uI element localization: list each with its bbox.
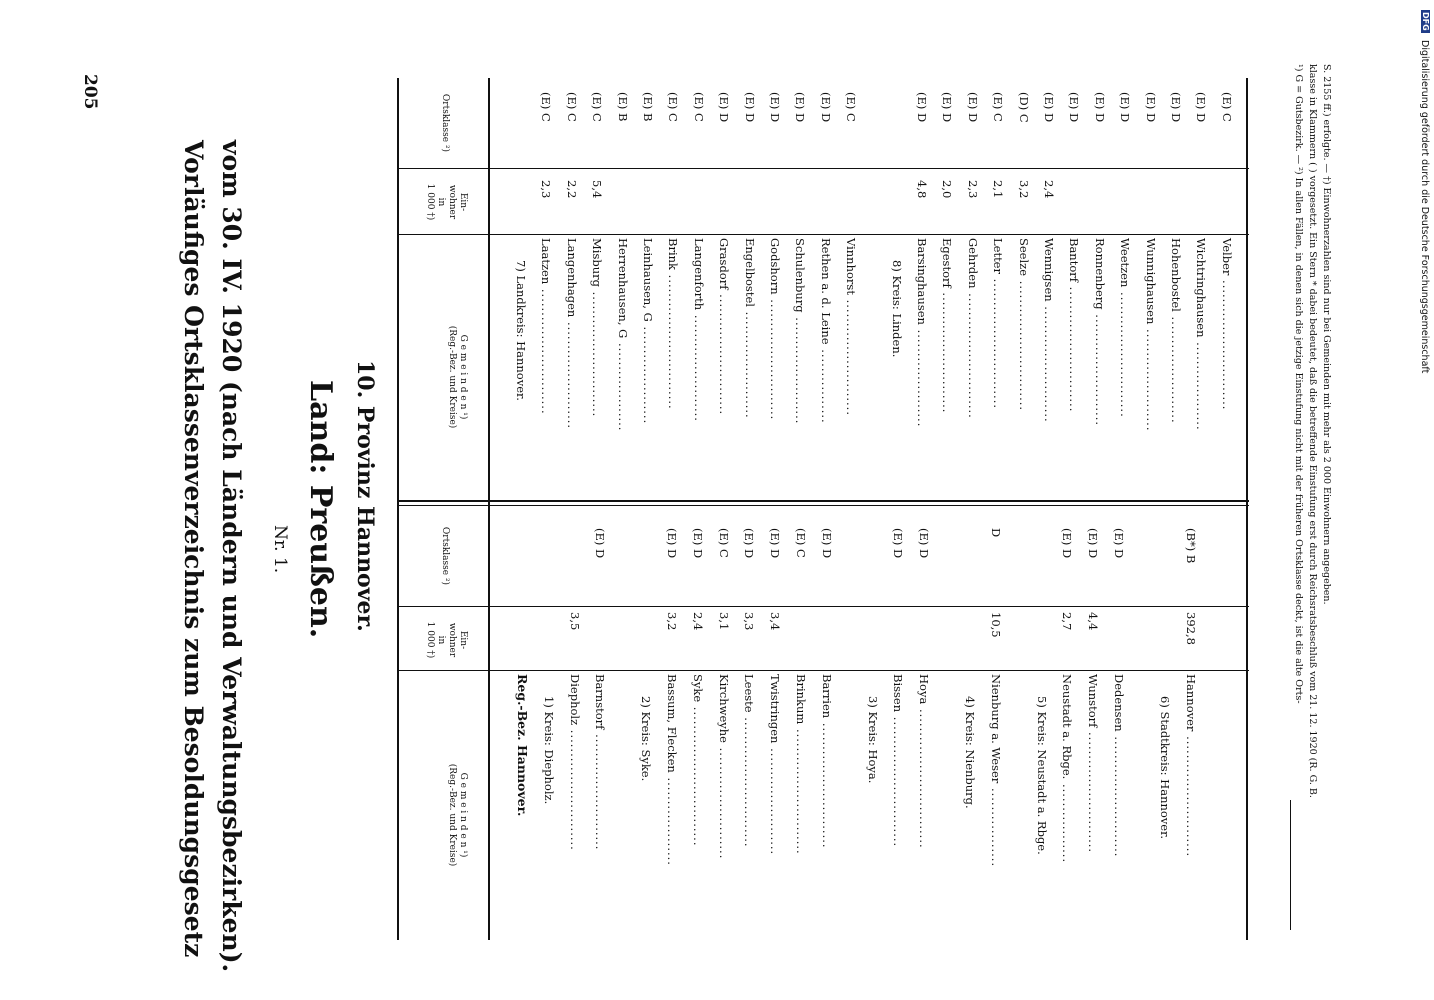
einwohner-value: 3,1 xyxy=(716,612,731,631)
kreis-heading xyxy=(639,674,653,936)
ortsklasse-value: (E) D xyxy=(1086,528,1101,559)
gemeinde-name: 3) Kreis: Hoya. xyxy=(865,696,880,784)
regbez-heading xyxy=(515,674,530,936)
ortsklasse-value: (E) D xyxy=(819,528,834,559)
leader-dots: ....................... xyxy=(691,310,706,422)
gemeinde-name: Barnstorf xyxy=(593,674,608,730)
leader-dots: ............................ xyxy=(1219,275,1234,411)
gemeinde-name: Reg.-Bez. Hannover. xyxy=(515,674,530,817)
ortsklasse-value: (E) C xyxy=(794,528,808,558)
gemeinde-name: Wichtringhausen xyxy=(1194,238,1209,338)
ortsklasse-value: (E) B xyxy=(615,92,630,122)
title-line-1: Vorläufiges Ortsklassenverzeichnis zum Besoldungsgesetz xyxy=(179,140,208,958)
table-row xyxy=(539,238,553,500)
table-row xyxy=(593,674,607,936)
ortsklasse-value: (D) C xyxy=(1016,92,1031,123)
ortsklasse-value: (E) B xyxy=(641,92,655,122)
leader-dots: ................... xyxy=(615,338,630,432)
leader-dots: ...................... xyxy=(1143,324,1158,432)
table-rule-middle-2 xyxy=(397,505,1249,506)
table-row xyxy=(590,238,604,500)
gemeinde-name: Kirchweyhe xyxy=(716,674,731,743)
ortsklasse-value: (B*) B xyxy=(1183,528,1198,564)
header-ortsklasse-label: Ortsklasse ²) xyxy=(440,526,450,586)
kreis-heading xyxy=(1035,674,1049,936)
table-row xyxy=(1067,238,1081,500)
gemeinde-name: Diepholz xyxy=(567,674,582,726)
leader-dots: ............................ xyxy=(742,712,757,848)
ortsklasse-value: (E) C xyxy=(539,92,554,122)
leader-dots: .......................... xyxy=(1086,727,1101,854)
gemeinde-name: Ronnenberg xyxy=(1092,238,1107,310)
ortsklasse-value: (E) C xyxy=(666,92,681,122)
leader-dots: .............................. xyxy=(917,704,932,849)
gemeinde-name: Wennigsen xyxy=(1042,238,1056,302)
table-row xyxy=(1144,238,1158,500)
ortsklasse-value: (E) D xyxy=(1042,92,1056,123)
table-row xyxy=(742,674,756,936)
ortsklasse-value: (E) D xyxy=(1169,92,1183,123)
ortsklasse-value: (E) C xyxy=(691,92,706,122)
einwohner-value: 5,4 xyxy=(590,180,605,199)
header-einwohner-line: Ein- xyxy=(458,630,468,650)
dfg-logo: DFG xyxy=(1421,12,1430,31)
gemeinde-name: Vinnhorst xyxy=(844,238,859,295)
leader-dots: .......................... xyxy=(1112,731,1126,858)
table-row xyxy=(717,238,731,500)
kreis-heading xyxy=(866,674,880,936)
leader-dots: ......................... xyxy=(593,729,608,851)
table-row xyxy=(691,674,705,936)
footnote-line-1: ¹) G = Gutsbezirk. — ²) In allen Fällen, in denen sich die jetzige Einstufung nicht mit der früheren Ortsklasse deckt, ist die alte Orts- xyxy=(1293,64,1304,704)
kreis-heading xyxy=(542,674,556,936)
gemeinde-name: 5) Kreis: Neustadt a. Rbge. xyxy=(1034,696,1049,855)
ortsklasse-value: (E) C xyxy=(564,92,579,122)
gemeinde-name: Barsinghausen xyxy=(915,238,929,325)
einwohner-value: 10,5 xyxy=(988,612,1003,638)
gemeinde-name: Leeste xyxy=(742,674,757,713)
gemeinde-name: Egestorf xyxy=(940,238,955,288)
table-row xyxy=(915,238,929,500)
table-rule-top xyxy=(397,78,399,940)
leader-dots: ................... xyxy=(1194,337,1209,431)
digitization-credit: Digitalisierung gefördert durch die Deutsche Forschungsgemeinschaft xyxy=(1419,40,1430,374)
table-row xyxy=(966,238,980,500)
ortsklasse-value: (E) D xyxy=(665,528,679,559)
leader-dots: ........................... xyxy=(819,718,834,849)
ortsklasse-value: (E) D xyxy=(1112,528,1126,559)
gemeinde-name: Syke xyxy=(690,674,705,703)
table-row xyxy=(692,238,706,500)
gemeinde-name: Hoya xyxy=(917,674,932,705)
leader-dots: ....................... xyxy=(564,317,579,430)
col-rule-left-2 xyxy=(397,670,1249,671)
header-gemeinden-sub: (Reg.-Bez. und Kreise) xyxy=(447,325,457,429)
leader-dots: ........................... xyxy=(794,724,808,855)
table-row xyxy=(991,238,1005,500)
ortsklasse-value: (E) D xyxy=(917,528,932,559)
header-gemeinden-label: G e m e i n d e n ¹) xyxy=(458,772,468,858)
ortsklasse-value: (E) D xyxy=(965,92,980,123)
einwohner-value: 4,8 xyxy=(915,180,929,199)
einwohner-value: 2,2 xyxy=(564,180,579,199)
table-row xyxy=(768,238,782,500)
kreis-heading xyxy=(1158,674,1172,936)
footnote-line-3: S. 2155 ff.) erfolgte. — †) Einwohnerzahlen sind nur bei Gemeinden mit mehr als 2 000 Einwohnern angegeben. xyxy=(1321,64,1332,605)
einwohner-value: 3,4 xyxy=(768,612,783,631)
gemeinde-name: Hohenbostel xyxy=(1169,238,1183,312)
gemeinde-name: 2) Kreis: Syke. xyxy=(639,696,654,782)
einwohner-value: 3,2 xyxy=(1016,180,1031,199)
table-row xyxy=(1169,238,1183,500)
table-row xyxy=(917,674,931,936)
gemeinde-name: Rethen a. d. Leine xyxy=(818,238,833,345)
col-rule-right-2 xyxy=(397,234,1249,235)
footnote-rule xyxy=(1290,800,1291,930)
leader-dots: ........................ xyxy=(1092,309,1107,427)
ortsklasse-value: (E) D xyxy=(690,528,705,559)
table-row xyxy=(1042,238,1056,500)
table-row xyxy=(1220,238,1234,500)
einwohner-value: 2,3 xyxy=(539,180,554,199)
table-row xyxy=(1086,674,1100,936)
leader-dots: ..................... xyxy=(915,324,929,428)
ortsklasse-value: (E) D xyxy=(1060,528,1075,559)
gemeinde-name: Langenhagen xyxy=(564,238,579,318)
header-gemeinden-label: G e m e i n d e n ¹) xyxy=(458,334,468,420)
leader-dots: ........................... xyxy=(539,284,554,415)
table-row xyxy=(665,674,679,936)
einwohner-value: 3,3 xyxy=(742,612,757,631)
gemeinde-name: Neustadt a. Rbge. xyxy=(1060,674,1075,780)
leader-dots: ................. xyxy=(1060,779,1075,864)
leader-dots: .......................... xyxy=(1183,731,1198,858)
table-row xyxy=(989,674,1003,936)
ortsklasse-value: (E) D xyxy=(818,92,833,123)
ortsklasse-value: (E) C xyxy=(716,528,731,558)
ortsklasse-value: (E) C xyxy=(1219,92,1234,122)
ortsklasse-value: (E) D xyxy=(768,528,783,559)
table-row xyxy=(1093,238,1107,500)
gemeinde-name: 7) Landkreis: Hannover. xyxy=(514,260,528,401)
table-row xyxy=(568,674,582,936)
leader-dots: ....................... xyxy=(768,743,783,856)
leader-dots: .......................... xyxy=(717,289,732,416)
gemeinde-name: Twistringen xyxy=(768,674,783,744)
nr-label: Nr. 1. xyxy=(270,525,290,574)
leader-dots: ....................... xyxy=(1169,311,1183,424)
leader-dots: .......................... xyxy=(567,725,582,851)
table-row xyxy=(794,674,808,936)
table-row xyxy=(1184,674,1198,936)
header-einwohner-line: wohner xyxy=(447,622,457,658)
ortsklasse-value: (E) D xyxy=(793,92,808,123)
header-ortsklasse-left xyxy=(439,508,450,604)
einwohner-value: 4,4 xyxy=(1086,612,1101,631)
gemeinde-name: Barrien xyxy=(819,674,834,719)
ortsklasse-value: (E) D xyxy=(1143,92,1158,123)
einwohner-value: 2,4 xyxy=(690,612,705,631)
leader-dots: ................. xyxy=(988,783,1003,868)
gemeinde-name: 4) Kreis: Nienburg. xyxy=(963,696,977,809)
table-row xyxy=(820,674,834,936)
header-einwohner-line: 1 000 †) xyxy=(425,621,435,659)
einwohner-value: 3,2 xyxy=(665,612,679,631)
table-rule-header xyxy=(488,78,490,940)
table-row xyxy=(666,238,680,500)
gemeinde-name: Weetzen xyxy=(1118,238,1133,288)
ortsklasse-value: (E) C xyxy=(991,92,1006,122)
ortsklasse-value: (E) D xyxy=(1092,92,1107,123)
gemeinde-name: Schulenburg xyxy=(793,238,808,313)
header-ortsklasse-label: Ortsklasse ²) xyxy=(440,93,450,153)
table-row xyxy=(717,674,731,936)
gemeinde-name: Grasdorf xyxy=(717,238,732,290)
table-row xyxy=(616,238,630,500)
table-row xyxy=(819,238,833,500)
kreis-heading xyxy=(963,674,977,936)
gemeinde-name: Godshorn xyxy=(768,238,782,295)
col-rule-left-1 xyxy=(397,606,1249,607)
leader-dots: ....................... xyxy=(742,306,757,419)
ortsklasse-value: (E) D xyxy=(891,528,906,559)
einwohner-value: 2,0 xyxy=(940,180,955,199)
ortsklasse-value: (E) D xyxy=(1194,92,1209,123)
einwohner-value: 2,4 xyxy=(1042,180,1056,199)
leader-dots: .............................. xyxy=(690,702,705,847)
ortsklasse-value: (E) C xyxy=(844,92,859,122)
gemeinde-name: Hannover xyxy=(1183,674,1198,732)
gemeinde-name: Velber xyxy=(1219,238,1234,276)
header-einwohner-line: wohner xyxy=(447,184,457,220)
gemeinde-name: Wunstorf xyxy=(1086,674,1101,728)
gemeinde-name: Misburg xyxy=(590,238,605,287)
leader-dots: ............................ xyxy=(1016,276,1031,412)
leader-dots: ................ xyxy=(818,344,833,424)
ortsklasse-value: (E) D xyxy=(768,92,782,123)
gemeinde-name: Leinhausen, G xyxy=(641,238,655,322)
col-rule-right-1 xyxy=(397,168,1249,169)
gemeinde-name: Wunnighausen xyxy=(1143,238,1158,325)
title-line-2: vom 30. IV. 1920 (nach Ländern und Verwaltungsbezirken). xyxy=(217,140,246,973)
gemeinde-name: Nienburg a. Weser xyxy=(988,674,1003,784)
table-rule-bottom xyxy=(1246,78,1248,940)
table-row xyxy=(1194,238,1208,500)
leader-dots: .......................... xyxy=(940,287,955,414)
table-row xyxy=(743,238,757,500)
kreis-heading xyxy=(514,238,528,500)
table-row xyxy=(793,238,807,500)
table-row xyxy=(1118,238,1132,500)
table-rule-middle xyxy=(397,500,1249,502)
ortsklasse-value: (E) D xyxy=(742,92,757,123)
ortsklasse-value: D xyxy=(988,528,1003,538)
table-row xyxy=(940,238,954,500)
gemeinde-name: Brink xyxy=(666,238,681,271)
leader-dots: ..................... xyxy=(641,321,655,425)
ortsklasse-value: (E) D xyxy=(940,92,955,123)
gemeinde-name: Langenforth xyxy=(691,238,706,311)
leader-dots: ............................. xyxy=(666,270,681,410)
einwohner-value: 392,8 xyxy=(1183,612,1198,645)
leader-dots: ......................... xyxy=(1042,301,1056,423)
leader-dots: ............................ xyxy=(891,712,906,848)
table-row xyxy=(891,674,905,936)
table-row xyxy=(1060,674,1074,936)
gemeinde-name: Bassum, Flecken xyxy=(665,674,679,773)
gemeinde-name: Letter xyxy=(991,238,1006,274)
header-einwohner-line: in xyxy=(436,197,446,207)
gemeinde-name: Seelze xyxy=(1016,238,1031,277)
table-row xyxy=(844,238,858,500)
leader-dots: ............................ xyxy=(991,274,1006,410)
gemeinde-name: Engelbostel xyxy=(742,238,757,307)
leader-dots: .......................... xyxy=(768,294,782,421)
ortsklasse-value: (E) D xyxy=(742,528,757,559)
page-number: 205 xyxy=(80,74,100,110)
ortsklasse-value: (E) C xyxy=(590,92,605,122)
header-gemeinden-left xyxy=(446,700,468,930)
ortsklasse-value: (E) D xyxy=(915,92,929,123)
gemeinde-name: Herrenhausen, G xyxy=(615,238,630,339)
header-einwohner-right xyxy=(424,174,468,230)
table-row xyxy=(565,238,579,500)
province-heading: 10. Provinz Hannover. xyxy=(352,360,378,632)
einwohner-value: 2,3 xyxy=(965,180,980,199)
table-row xyxy=(1112,674,1126,936)
header-gemeinden-right xyxy=(446,262,468,492)
gemeinde-name: 6) Stadtkreis: Hannover. xyxy=(1157,696,1172,839)
header-einwohner-line: 1 000 †) xyxy=(425,183,435,221)
footnote-line-2: klasse in Klammern ( ) vorgesetzt. Ein Stern * dabei bedeutet, daß die betreffende Einstufung erst durch Reichsratsbeschluß vom 21. 12. 1920 (R. G. B. xyxy=(1307,64,1318,798)
leader-dots: ........................... xyxy=(965,288,980,419)
gemeinde-name: 1) Kreis: Diepholz. xyxy=(541,696,556,805)
einwohner-value: 3,5 xyxy=(567,612,582,631)
table-row xyxy=(1017,238,1031,500)
leader-dots: ....................... xyxy=(793,312,808,425)
header-einwohner-line: Ein- xyxy=(458,192,468,212)
einwohner-value: 2,7 xyxy=(1060,612,1075,631)
table-row xyxy=(641,238,655,500)
ortsklasse-value: (E) D xyxy=(1067,92,1082,123)
gemeinde-name: Bantorf xyxy=(1067,238,1082,283)
leader-dots: ........................... xyxy=(590,286,605,418)
ortsklasse-value: (E) D xyxy=(1118,92,1133,123)
kreis-heading xyxy=(890,238,904,500)
header-ortsklasse-right xyxy=(439,80,450,166)
gemeinde-name: Laatzen xyxy=(539,238,554,285)
gemeinde-name: Brinkum xyxy=(794,674,808,725)
gemeinde-name: Gehrden xyxy=(965,238,980,289)
einwohner-value: 2,1 xyxy=(991,180,1006,199)
header-einwohner-line: in xyxy=(436,635,446,645)
gemeinde-name: Bissen xyxy=(891,674,906,713)
ortsklasse-value: (E) D xyxy=(717,92,732,123)
leader-dots: ........................... xyxy=(1118,287,1133,418)
leader-dots: ........................ xyxy=(716,742,731,860)
gemeinde-name: Dedensen xyxy=(1112,674,1126,732)
header-einwohner-left xyxy=(424,612,468,668)
leader-dots: ................... xyxy=(665,772,679,866)
leader-dots: ......................... xyxy=(844,294,859,416)
land-heading: Land: Preußen. xyxy=(303,380,338,639)
leader-dots: ........................... xyxy=(1067,282,1082,413)
gemeinde-name: 8) Kreis: Linden. xyxy=(889,260,904,358)
ortsklasse-value: (E) D xyxy=(593,528,608,559)
header-gemeinden-sub: (Reg.-Bez. und Kreise) xyxy=(447,763,457,867)
table-row xyxy=(768,674,782,936)
